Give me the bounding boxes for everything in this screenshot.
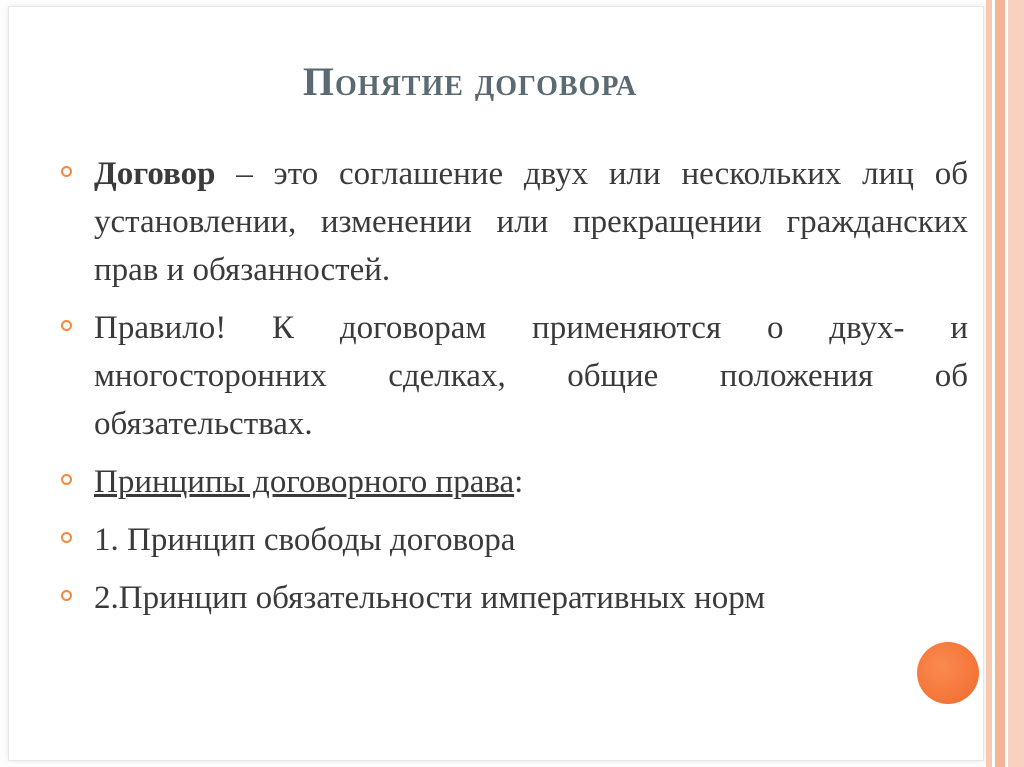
bullet-ring-icon <box>61 166 72 177</box>
definition-text: – это соглашение двух или нескольких лиц об установлении, изменении или прекращении гражданских прав и обязанностей. <box>94 156 968 288</box>
principle-2-text: 2.Принцип обязательности императивных норм <box>94 580 766 616</box>
decorative-stripes <box>986 0 1024 767</box>
bullet-list <box>58 150 968 632</box>
bullet-item-principle-2 <box>58 574 968 622</box>
rule-text: Правило! К договорам применяются о двух- и многосторонних сделках, общие положения об обязательствах. <box>94 310 968 442</box>
bullet-ring-icon <box>61 320 72 331</box>
bullet-ring-icon <box>61 474 72 485</box>
stripe <box>995 0 1005 767</box>
decorative-circle-icon <box>917 642 979 704</box>
principles-heading: Принципы договорного права <box>94 464 515 500</box>
bullet-item-rule <box>58 304 968 448</box>
bullet-item-principles <box>58 458 968 506</box>
bullet-ring-icon <box>61 590 72 601</box>
slide-title: Понятие договора <box>302 59 638 104</box>
bullet-item-principle-1 <box>58 516 968 564</box>
principles-suffix: : <box>514 464 524 500</box>
principle-1-text: 1. Принцип свободы договора <box>94 522 516 558</box>
bullet-item-definition <box>58 150 968 294</box>
definition-term: Договор <box>94 156 216 192</box>
bullet-ring-icon <box>61 532 72 543</box>
stripe <box>1008 0 1024 767</box>
